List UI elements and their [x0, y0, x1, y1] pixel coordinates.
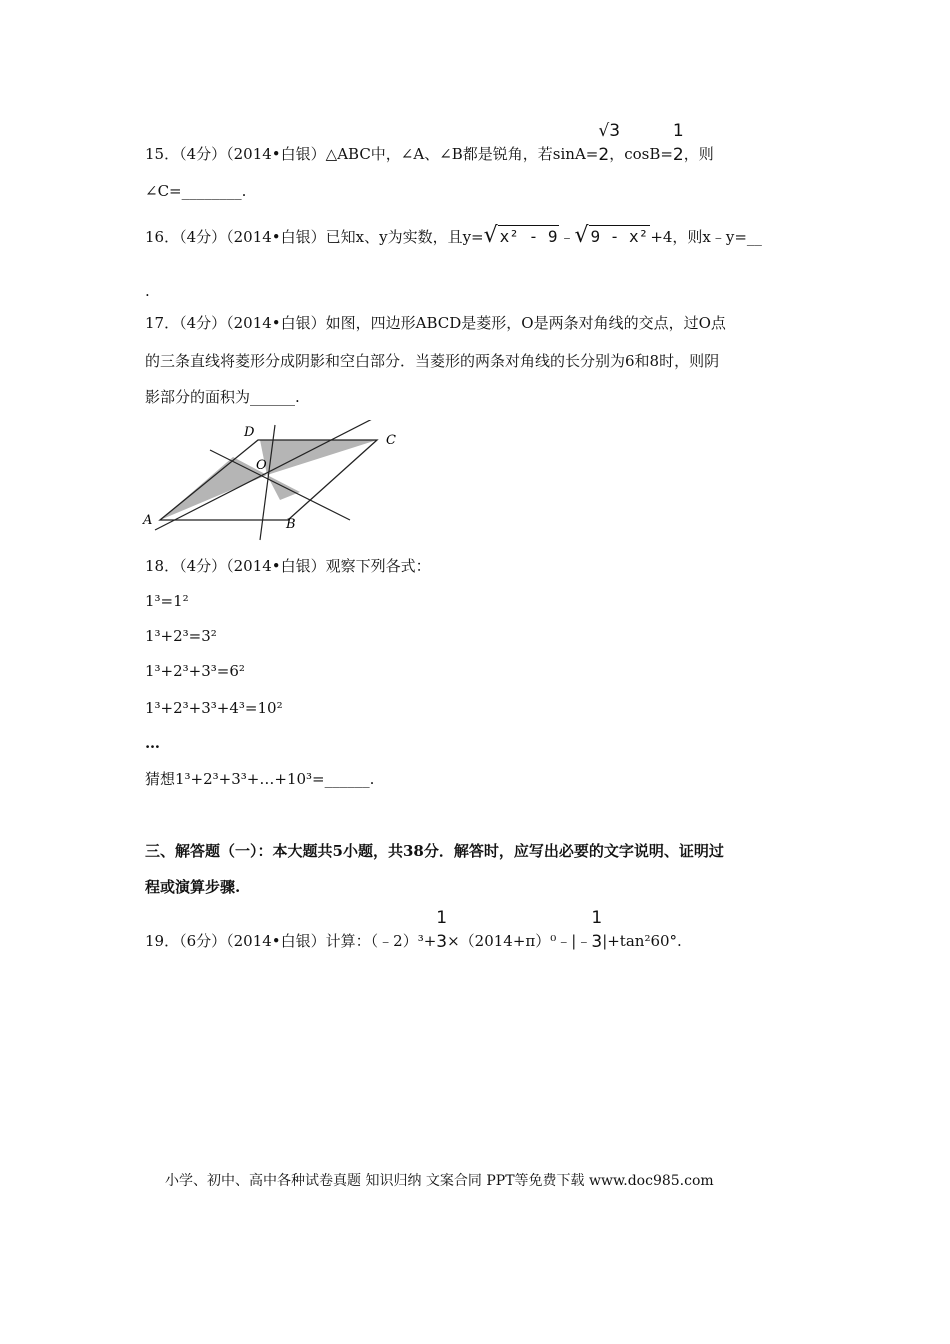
- question-17-line3: 影部分的面积为______.: [145, 388, 300, 406]
- fraction-one-third-1: 1 3: [436, 908, 448, 952]
- label-D: D: [244, 425, 255, 440]
- question-16-line2: .: [145, 282, 150, 300]
- question-17-line2: 的三条直线将菱形分成阴影和空白部分．当菱形的两条对角线的长分别为6和8时，则阴: [145, 352, 720, 370]
- sqrt-expression-2: √ 9 - x²: [574, 223, 649, 248]
- question-18-guess: 猜想1³+2³+3³+…+10³=______.: [145, 770, 375, 788]
- equation-4: 1³+2³+3³+4³=10²: [145, 699, 283, 717]
- question-18-line1: 18．（4分）（2014•白银）观察下列各式：: [145, 557, 431, 575]
- shaded-region-left: [160, 457, 267, 520]
- cosB-fraction: 1 2: [672, 121, 684, 165]
- question-19-line1: 19．（6分）（2014•白银）计算：（﹣2）³+ 1 3×（2014+π）⁰﹣|﹣ 1 3|+tan²60°.: [145, 908, 682, 952]
- line-1: [155, 420, 380, 530]
- label-B: B: [286, 517, 296, 532]
- shaded-region-right: [267, 475, 300, 500]
- sinA-fraction: √3 2: [598, 121, 621, 165]
- shaded-region-top: [260, 440, 377, 475]
- section-3-heading-line1: 三、解答题（一）：本大题共5小题，共38分．解答时，应写出必要的文字说明、证明过: [145, 842, 724, 860]
- equation-1: 1³=1²: [145, 592, 189, 610]
- question-15-line2: ∠C=________.: [145, 182, 247, 200]
- fraction-one-third-2: 1 3: [591, 908, 603, 952]
- question-17-line1: 17．（4分）（2014•白银）如图，四边形ABCD是菱形，O是两条对角线的交点，过O点: [145, 314, 726, 332]
- sqrt-expression-1: √ x² - 9: [483, 223, 558, 248]
- label-A: A: [143, 513, 153, 528]
- page-footer: 小学、初中、高中各种试卷真题 知识归纳 文案合同 PPT等免费下载 www.doc985.com: [165, 1173, 714, 1189]
- rhombus-figure: [140, 420, 410, 545]
- label-C: C: [386, 433, 396, 448]
- shaded-regions: [160, 440, 377, 520]
- section-3-heading-line2: 程或演算步骤.: [145, 878, 241, 896]
- question-16-line1: 16．（4分）（2014•白银）已知x、y为实数，且y=√ x² - 9 ﹣√ 9 - x² +4，则x﹣y=__: [145, 223, 762, 248]
- label-O: O: [256, 458, 267, 473]
- equation-2: 1³+2³=3²: [145, 627, 217, 645]
- equation-3: 1³+2³+3³=6²: [145, 662, 245, 680]
- ellipsis: …: [145, 734, 160, 752]
- question-15-line1: 15．（4分）（2014•白银）△ABC中，∠A、∠B都是锐角，若sinA= √3 2，cosB= 1 2，则: [145, 121, 714, 165]
